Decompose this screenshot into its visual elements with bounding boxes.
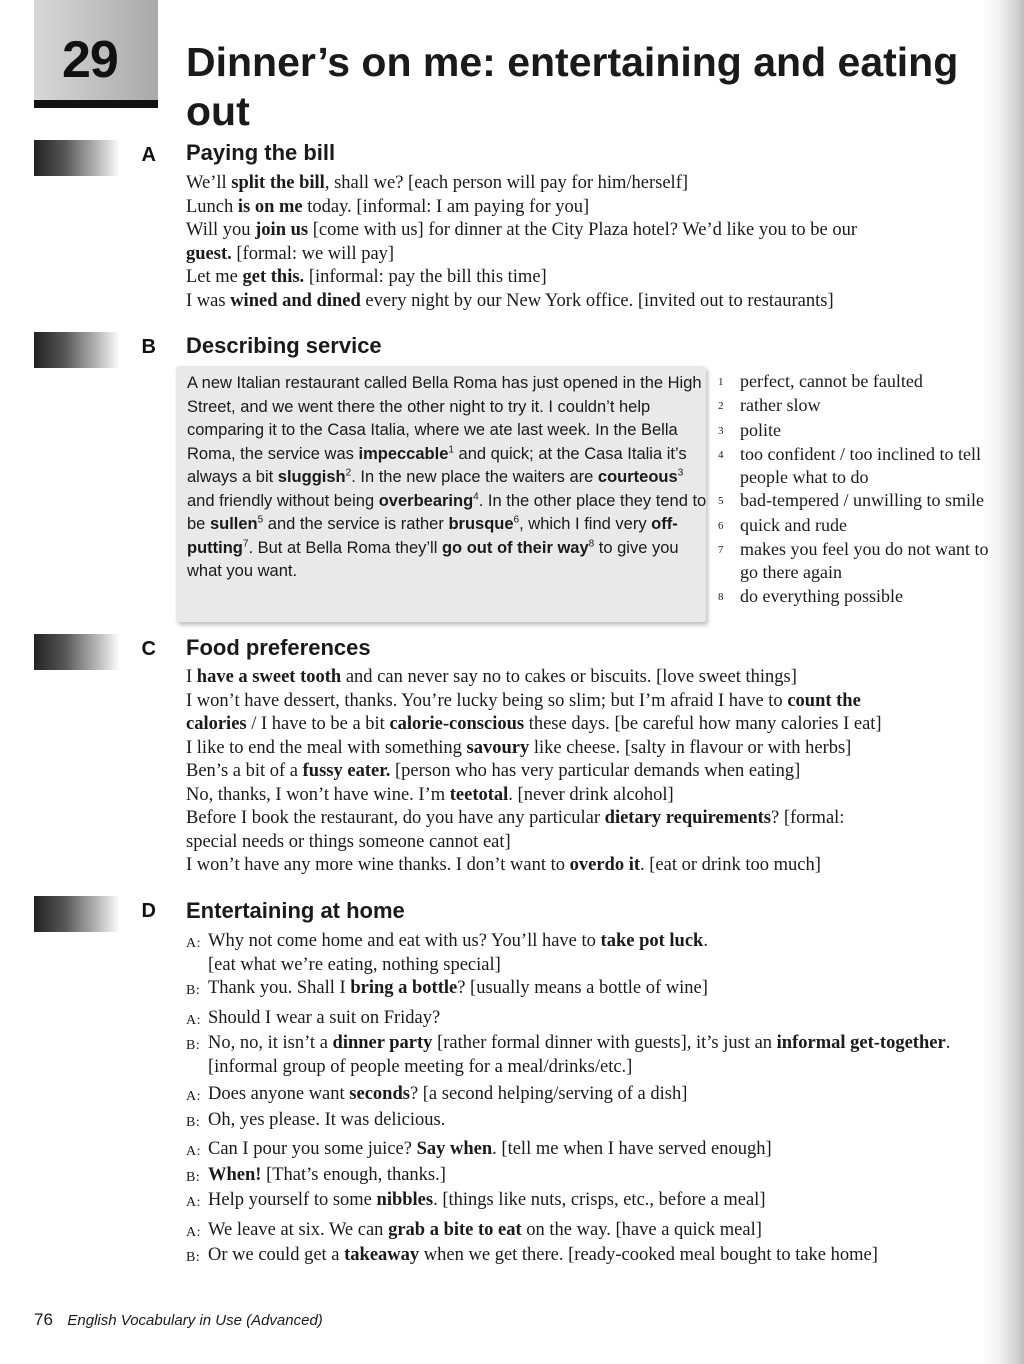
phrase-line: No, thanks, I won’t have wine. I’m teetotal. [never drink alcohol] [186, 784, 674, 805]
unit-title: Dinner’s on me: entertaining and eating out [186, 39, 959, 134]
key-term: takeaway [344, 1245, 420, 1265]
section-c-tab [34, 634, 158, 670]
phrase-line: I was wined and dined every night by our New York office. [invited out to restaurants] [186, 290, 834, 311]
key-term: When! [208, 1164, 262, 1185]
section-letter: A [141, 144, 156, 166]
unit-number: 29 [62, 31, 118, 89]
definition-item: 4 too confident / too inclined to tell people what to do [718, 443, 981, 488]
phrase-line: I won’t have dessert, thanks. You’re lucky being so slim; but I’m afraid I have to count the [186, 690, 861, 711]
definition-item: 8 do everything possible [718, 585, 903, 606]
key-term: guest. [186, 243, 232, 264]
key-term: count the [787, 690, 861, 711]
speaker-label: B: [186, 1250, 201, 1265]
speaker-label: B: [186, 1169, 201, 1185]
phrase-line: I won’t have any more wine thanks. I don’t want to overdo it. [eat or drink too much] [186, 855, 821, 875]
section-b-tab [34, 332, 158, 368]
definition-item: 3 polite [718, 419, 781, 440]
section-letter: B [141, 336, 156, 358]
key-term: Say when [416, 1139, 493, 1159]
key-term: bring a bottle [350, 978, 458, 998]
phrase-line: Lunch is on me today. [informal: I am paying for you] [186, 196, 590, 217]
section-d-tab [34, 896, 158, 932]
dialogue-turn: A: Should I wear a suit on Friday? [186, 1007, 1006, 1033]
speaker-label: A: [186, 1012, 201, 1028]
key-term: impeccable [358, 444, 449, 463]
key-term: courteous [597, 468, 678, 486]
key-term: wined and dined [230, 290, 361, 311]
key-term: overbearing [378, 491, 474, 510]
key-term: have a sweet tooth [196, 667, 342, 687]
key-term: calories [186, 714, 247, 734]
key-term: take pot luck [600, 931, 704, 951]
phrase-line: I like to end the meal with something savoury like cheese. [salty in flavour or with herbs] [186, 737, 852, 758]
definition-item: 5 bad-tempered / unwilling to smile [718, 490, 984, 511]
book-title: English Vocabulary in Use (Advanced) [67, 1312, 323, 1329]
key-term: off-putting [187, 515, 678, 557]
dialogue-turn: B: No, no, it isn’t a dinner party [rather formal dinner with guests], it’s just an informal get-together. [informal group of people meeting for a meal/drinks/etc.] [186, 1032, 1006, 1079]
key-term: sullen [209, 515, 258, 533]
definition-item: 1 perfect, cannot be faulted [718, 371, 923, 391]
dialogue-turn: A: Help yourself to some nibbles. [things like nuts, crisps, etc., before a meal] [186, 1189, 1006, 1215]
phrase-line: Ben’s a bit of a fussy eater. [person who has very particular demands when eating] [186, 761, 801, 781]
dialogue-turn: A: Does anyone want seconds? [a second helping/serving of a dish] [186, 1083, 1006, 1109]
key-term: nibbles [376, 1190, 434, 1210]
section-c-heading: Food preferences [186, 635, 371, 660]
phrase-line: guest. [formal: we will pay] [186, 243, 395, 264]
key-term: is on me [237, 196, 303, 217]
dialogue-turn: B: Oh, yes please. It was delicious. [186, 1109, 1006, 1135]
dialogue-turn: A: Why not come home and eat with us? You’ll have to take pot luck. [eat what we’re eating, nothing special] [186, 930, 1006, 977]
key-term: join us [255, 220, 309, 240]
speaker-label: A: [186, 1144, 201, 1159]
key-term: seconds [349, 1084, 410, 1104]
key-term: grab a bite to eat [388, 1219, 522, 1240]
section-b-heading: Describing service [186, 333, 382, 358]
section-a-tab [34, 140, 158, 176]
dialogue-turn: B: When! [That’s enough, thanks.] [186, 1164, 1006, 1190]
key-term: dinner party [332, 1033, 433, 1053]
phrase-line: Before I book the restaurant, do you have any particular dietary requirements? [formal: [186, 808, 845, 828]
key-term: dietary requirements [604, 808, 771, 828]
key-term: split the bill [231, 173, 325, 193]
key-term: go out of their way [441, 538, 589, 557]
key-term: calorie-conscious [389, 714, 525, 734]
section-letter: D [141, 900, 156, 922]
section-c-lines [186, 666, 1006, 878]
key-term: informal get-together [776, 1033, 946, 1053]
dialogue-turn: A: We leave at six. We can grab a bite to eat on the way. [have a quick meal] [186, 1219, 1006, 1245]
definition-item: 2 rather slow [718, 395, 821, 416]
definition-item: 6 quick and rude [718, 514, 847, 535]
dialogue-turn: B: Thank you. Shall I bring a bottle? [usually means a bottle of wine] [186, 977, 1006, 1003]
section-tab-bar [34, 634, 120, 670]
dialogue-turn: A: Can I pour you some juice? Say when. [tell me when I have served enough] [186, 1138, 1006, 1164]
key-term: sluggish [277, 468, 346, 486]
section-a-heading: Paying the bill [186, 140, 336, 165]
speaker-label: B: [186, 1114, 201, 1130]
section-tab-bar [34, 896, 120, 932]
section-letter: C [141, 638, 156, 660]
page-number: 76 [34, 1310, 53, 1329]
speaker-label: B: [186, 983, 201, 998]
speaker-label: A: [186, 1195, 201, 1210]
speaker-label: A: [186, 936, 201, 951]
restaurant-review-text: A new Italian restaurant called Bella Roma has just opened in the High Street, and we went there the other night to try it. I couldn’t help comparing it to the Casa Italia, where we ate last week. In the Bella Roma, the service was impeccable$^1$ and quick; at the Casa Italia it’s always a bit sluggish$^2$. In the new place the waiters are courteous$^3$ and friendly without being overbearing$^4$. In the other place they tend to be sullen$^5$ and the service is rather brusque$^6$, which I find very off-putting$^7$. But at Bella Roma they’ll go out of their way$^8$ to give you what you want. [187, 374, 707, 580]
unit-rule [34, 100, 158, 108]
definition-item: 7 makes you feel you do not want to go there again [718, 539, 989, 583]
speaker-label: A: [186, 1089, 201, 1104]
phrase-line: I have a sweet tooth and can never say no to cakes or biscuits. [love sweet things] [186, 667, 797, 687]
definition-list [718, 370, 1008, 609]
speaker-label: A: [186, 1224, 201, 1240]
dialogue [186, 930, 1006, 1270]
page-footer [34, 1310, 323, 1330]
section-a-lines [186, 172, 1006, 313]
key-term: overdo it [569, 855, 641, 875]
speaker-label: B: [186, 1038, 201, 1053]
key-term: brusque [448, 515, 514, 533]
phrase-line: calories / I have to be a bit calorie-conscious these days. [be careful how many calories I eat] [186, 714, 882, 734]
phrase-line: Let me get this. [informal: pay the bill this time] [186, 267, 547, 287]
section-tab-bar [34, 140, 120, 176]
section-d-heading: Entertaining at home [186, 898, 405, 923]
section-tab-bar [34, 332, 120, 368]
phrase-line: Will you join us [come with us] for dinner at the City Plaza hotel? We’d like you to be our [186, 220, 858, 240]
key-term: savoury [466, 737, 530, 758]
key-term: teetotal [449, 784, 509, 805]
key-term: get this. [242, 267, 305, 287]
phrase-line: special needs or things someone cannot eat] [186, 831, 511, 852]
phrase-line: We’ll split the bill, shall we? [each person will pay for him/herself] [186, 173, 689, 193]
dialogue-turn: B: Or we could get a takeaway when we get there. [ready-cooked meal bought to take home] [186, 1244, 1006, 1270]
key-term: fussy eater. [302, 761, 391, 781]
